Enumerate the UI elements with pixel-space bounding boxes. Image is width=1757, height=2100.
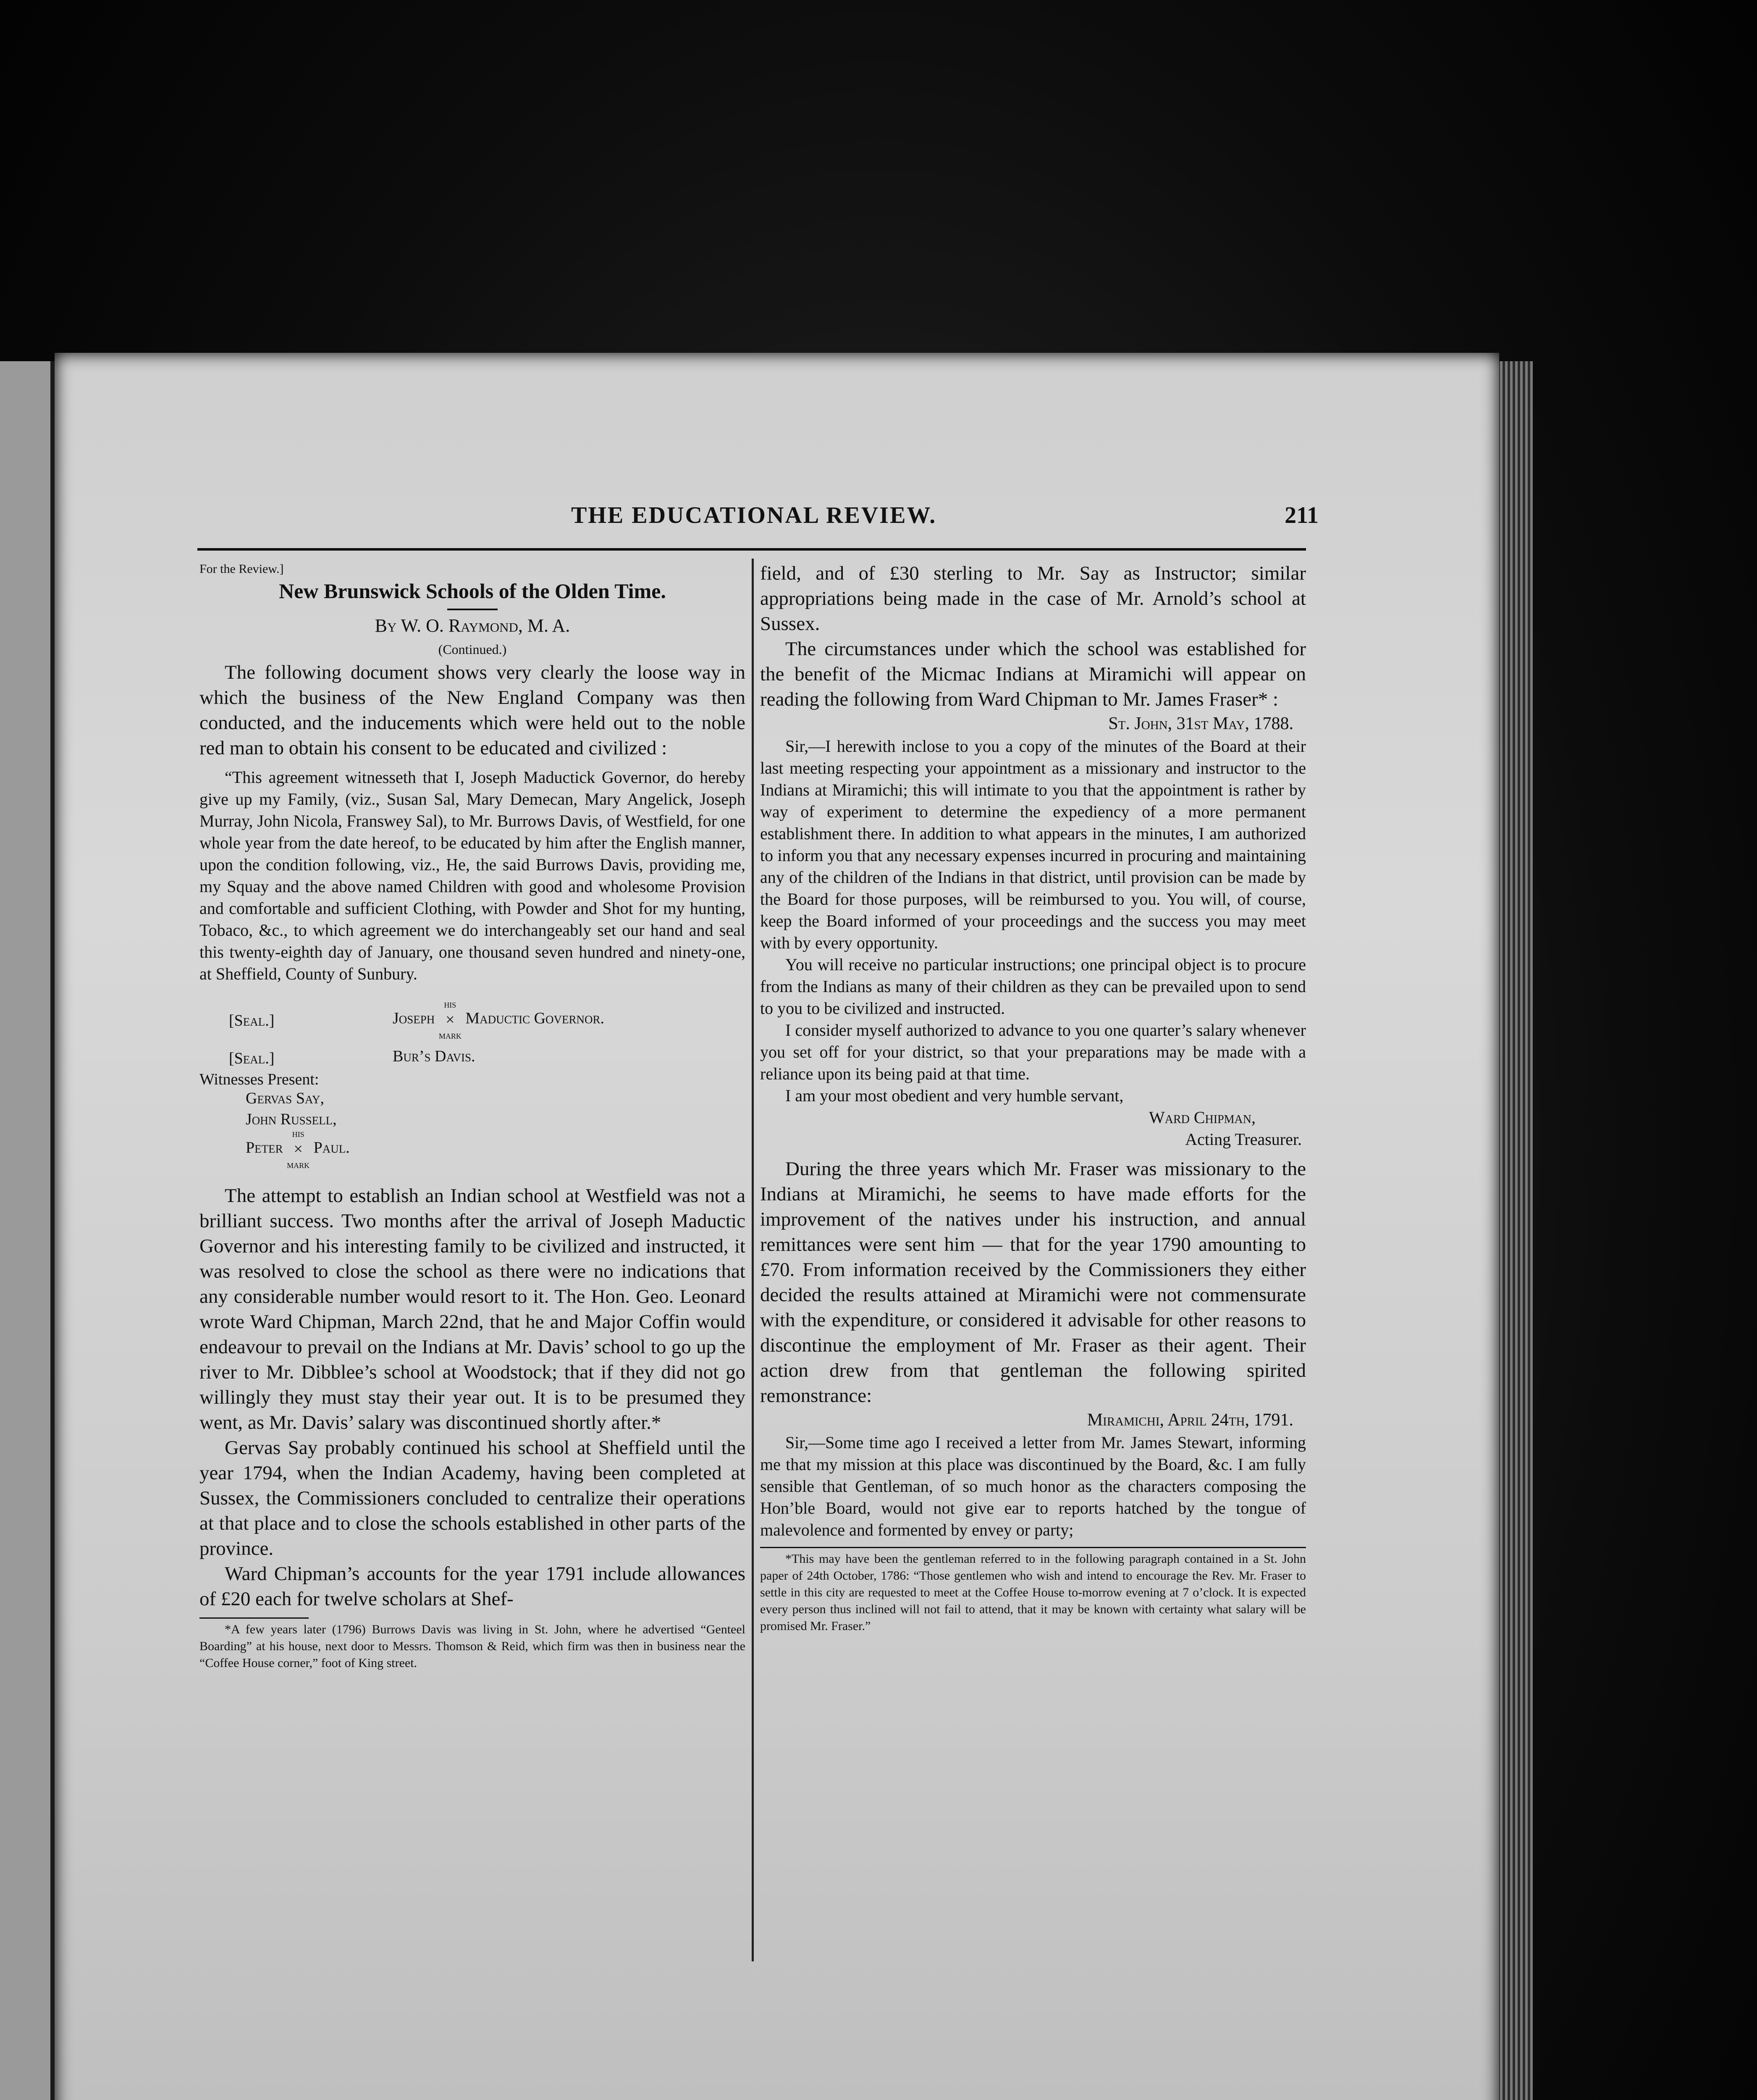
footnote: *A few years later (1796) Burrows Davis was living in St. John, where he advertised “Genteel Boarding” at his house, next door to Messrs. Thomson & Reid, which firm was then in business near the “Coffee House corner,” foot of King street. xyxy=(199,1622,745,1670)
letter-closing: I am your most obedient and very humble servant, xyxy=(785,1086,1124,1105)
paragraph: Ward Chipman’s accounts for the year 1791 include allowances of £20 each for twelve scholars at Shef- xyxy=(199,1563,745,1610)
governor-signature xyxy=(393,998,604,1041)
witnesses-label: Witnesses Present: xyxy=(199,1071,319,1088)
x-mark: × xyxy=(446,1011,455,1029)
letter-signer: Ward Chipman, xyxy=(1149,1108,1256,1127)
footnote-rule xyxy=(199,1617,309,1619)
witness-name: John Russell, xyxy=(246,1110,337,1128)
byline: By W. O. Raymond, M. A. xyxy=(375,615,570,636)
source-note: For the Review.] xyxy=(199,562,284,576)
signature-mark xyxy=(439,998,462,1041)
paragraph: field, and of £30 sterling to Mr. Say as Instructor; similar appropriations being made in the case of Mr. Arnold’s school at Sussex. xyxy=(760,562,1306,635)
page-stack-edges xyxy=(1495,361,1533,2100)
footnote-rule xyxy=(760,1547,1306,1548)
paragraph: The following document shows very clearly the loose way in which the business of the New England Company was then conducted, and the inducements which were held out to the noble red man to obtain his consent to be educated and civilized : xyxy=(199,662,745,759)
running-title: THE EDUCATIONAL REVIEW. xyxy=(571,502,937,528)
letter-paragraph: Sir,—Some time ago I received a letter from Mr. James Stewart, informing me that my mission at this place was discontinued by the Board, &c. I am fully sensible that Gentleman, of so much honor as the characters composing the Hon’ble Board, would not give ear to reports hatched by the tongue of malevolence and formented by envey or party; xyxy=(760,1433,1306,1539)
letter-dateline: St. John, 31st May, 1788. xyxy=(1108,714,1293,733)
column-rule xyxy=(752,559,754,1961)
witness-first-name: Peter xyxy=(246,1139,283,1157)
signer-first-name: Joseph xyxy=(393,1009,435,1027)
seal-label: [Seal.] xyxy=(229,1050,275,1067)
paragraph: During the three years which Mr. Fraser was missionary to the Indians at Miramichi, he seems to have made efforts for the improvement of the natives under his instruction, and annual remittances were sent him — that for the year 1790 amounting to £70. From information received by the Commissioners they either decided the results attained at Miramichi were not commensurate with the expenditure, or considered it advisable for other reasons to discontinue the employment of Mr. Fraser as their agent. Their action drew from that gentleman the following spirited remonstrance: xyxy=(760,1158,1306,1407)
letter-dateline: Miramichi, April 24th, 1791. xyxy=(1087,1410,1293,1430)
signature-block xyxy=(199,994,745,1183)
seal-label: [Seal.] xyxy=(229,1012,275,1029)
witness-last-name: Paul. xyxy=(313,1139,350,1157)
his-label: his xyxy=(292,1127,304,1139)
paragraph: The circumstances under which the school was established for the benefit of the Micmac Indians at Miramichi will appear on reading the following from Ward Chipman to Mr. James Fraser* : xyxy=(760,638,1306,710)
burr-signature: Bur’s Davis. xyxy=(393,1047,475,1065)
x-mark: × xyxy=(294,1140,303,1158)
previous-page-edge xyxy=(0,361,55,2100)
letter-paragraph: Sir,—I herewith inclose to you a copy of the minutes of the Board at their last meeting respecting your appointment as a missionary and instructor to the Indians at Miramichi; this will intimate to you that the appointment is rather by way of experiment to determine the expediency of a more permanent establishment there. In addition to what appears in the minutes, I am authorized to inform you that any necessary expenses incurred in procuring and maintaining any of the children of the Indians in that district, until provision can be made by the Board for those purposes, will be reimbursed to you. You will, of course, keep the Board informed of your proceedings and the success you may meet with by every opportunity. xyxy=(760,737,1306,952)
paragraph: Gervas Say probably continued his school at Sheffield until the year 1794, when the Indian Academy, having been completed at Sussex, the Commissioners concluded to centralize their operations at that place and to close the schools established in other parts of the province. xyxy=(199,1437,745,1559)
signer-last-name: Maductic Governor. xyxy=(465,1009,605,1027)
footnote: *This may have been the gentleman referred to in the following paragraph contained in a St. John paper of 24th October, 1786: “Those gentlemen who wish and intend to encourage the Rev. Mr. Fraser to settle in this city are requested to meet at the Coffee House to-morrow evening at 7 o’clock. It is expected every person thus inclined will not fail to attend, that it may be known with certainty what salary will be promised Mr. Fraser.” xyxy=(760,1552,1306,1633)
signature-mark xyxy=(287,1128,309,1171)
letter-paragraph: I consider myself authorized to advance to you one quarter’s salary whenever you set off for your district, so that your preparations may be made with a reliance upon its being paid at that time. xyxy=(760,1021,1306,1083)
agreement-quote: “This agreement witnesseth that I, Joseph Maductick Governor, do hereby give up my Family, (viz., Susan Sal, Mary Demecan, Mary Angelick, Joseph Murray, John Nicola, Franswey Sal), to Mr. Burrows Davis, of Westfield, for one whole year from the date hereof, to be educated by him after the English manner, upon the condition following, viz., He, the said Burrows Davis, providing me, my Squay and the above named Children with good and wholesome Provision and comfortable and sufficient Clothing, with Powder and Shot for my hunting, Tobaco, &c., to which agreement we do interchangeably set our hand and seal this twenty-eighth day of January, one thousand seven hundred and ninety-one, at Sheffield, County of Sunbury. xyxy=(199,768,745,983)
left-column xyxy=(199,561,745,1672)
witness-name: Gervas Say, xyxy=(246,1089,324,1107)
page-number: 211 xyxy=(1285,502,1319,528)
mark-label: mark xyxy=(287,1158,310,1171)
header-rule xyxy=(197,548,1306,551)
right-column xyxy=(760,561,1306,1635)
mark-label: mark xyxy=(438,1029,462,1041)
witness-mark-signature xyxy=(246,1128,350,1171)
title-rule xyxy=(447,609,498,610)
letter-signer-title: Acting Treasurer. xyxy=(1185,1130,1302,1149)
page-header xyxy=(521,502,1319,531)
letter-paragraph: You will receive no particular instructions; one principal object is to procure from the Indians as many of their children as they can be prevailed upon to send to you to be civilized and instructed. xyxy=(760,955,1306,1018)
article-title: New Brunswick Schools of the Olden Time. xyxy=(279,579,666,603)
his-label: his xyxy=(444,998,456,1010)
paragraph: The attempt to establish an Indian school at Westfield was not a brilliant success. Two months after the arrival of Joseph Maductic Governor and his interesting family to be civilized and instructed, it was resolved to close the school as there were no indications that any considerable number would resort to it. The Hon. Geo. Leonard wrote Ward Chipman, March 22nd, that he and Major Coffin would endeavour to prevail on the Indians at Mr. Davis’ school to go up the river to Mr. Dibblee’s school at Woodstock; that if they did not go willingly they must stay their year out. It is to be presumed they went, as Mr. Davis’ salary was discontinued shortly after.* xyxy=(199,1185,745,1433)
continued-note: (Continued.) xyxy=(438,642,507,657)
